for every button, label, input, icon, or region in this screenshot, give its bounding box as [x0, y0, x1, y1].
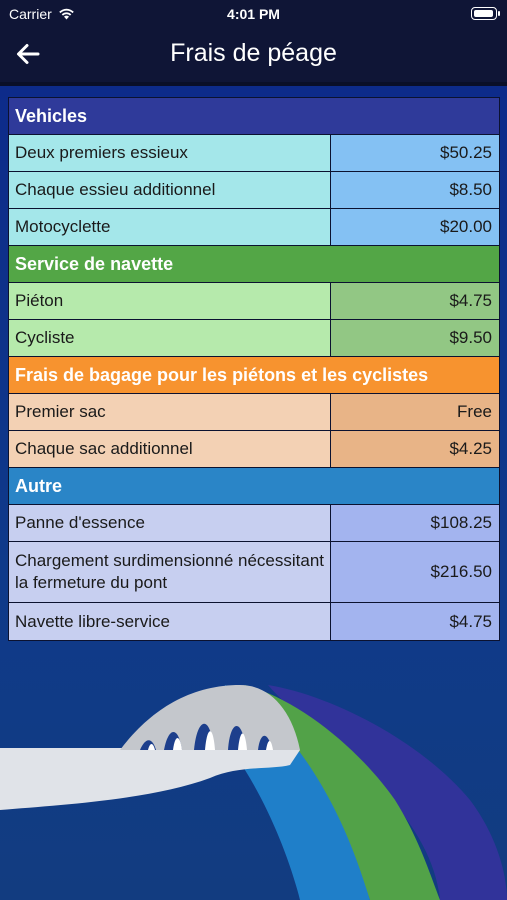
page-title: Frais de péage: [170, 39, 337, 67]
fee-table: [8, 97, 500, 641]
fee-label: Motocyclette: [9, 209, 331, 245]
fee-label: Deux premiers essieux: [9, 135, 331, 171]
fee-label: Cycliste: [9, 320, 331, 356]
fee-label: Premier sac: [9, 394, 331, 430]
fee-row: [9, 394, 499, 431]
fee-label: Chargement surdimensionné nécessitant la fermeture du pont: [9, 542, 331, 602]
fee-row: [9, 542, 499, 603]
fee-row: [9, 172, 499, 209]
fee-row: [9, 209, 499, 246]
fee-label: Panne d'essence: [9, 505, 331, 541]
fee-row: [9, 135, 499, 172]
fee-row: [9, 505, 499, 542]
section-header: Service de navette: [9, 246, 499, 283]
section-header: Vehicles: [9, 98, 499, 135]
fee-value: $50.25: [331, 135, 499, 171]
navigation-bar: [0, 28, 507, 82]
section-header: Frais de bagage pour les piétons et les cyclistes: [9, 357, 499, 394]
fee-label: Chaque sac additionnel: [9, 431, 331, 467]
fee-value: $20.00: [331, 209, 499, 245]
fee-value: $108.25: [331, 505, 499, 541]
fee-label: Navette libre-service: [9, 603, 331, 640]
section-header: Autre: [9, 468, 499, 505]
fee-row: [9, 431, 499, 468]
fee-value: $4.25: [331, 431, 499, 467]
status-bar: [0, 0, 507, 28]
fee-label: Piéton: [9, 283, 331, 319]
bridge-illustration: [0, 640, 507, 900]
battery-icon: [471, 7, 497, 20]
fee-row: [9, 320, 499, 357]
fee-value: $8.50: [331, 172, 499, 208]
fee-label: Chaque essieu additionnel: [9, 172, 331, 208]
status-time: 4:01 PM: [227, 6, 280, 22]
fee-value: $4.75: [331, 283, 499, 319]
fee-value: $4.75: [331, 603, 499, 640]
fee-value: $9.50: [331, 320, 499, 356]
fee-value: $216.50: [331, 542, 499, 602]
fee-row: [9, 603, 499, 640]
fee-row: [9, 283, 499, 320]
carrier-label: Carrier: [9, 6, 52, 22]
fee-value: Free: [331, 394, 499, 430]
